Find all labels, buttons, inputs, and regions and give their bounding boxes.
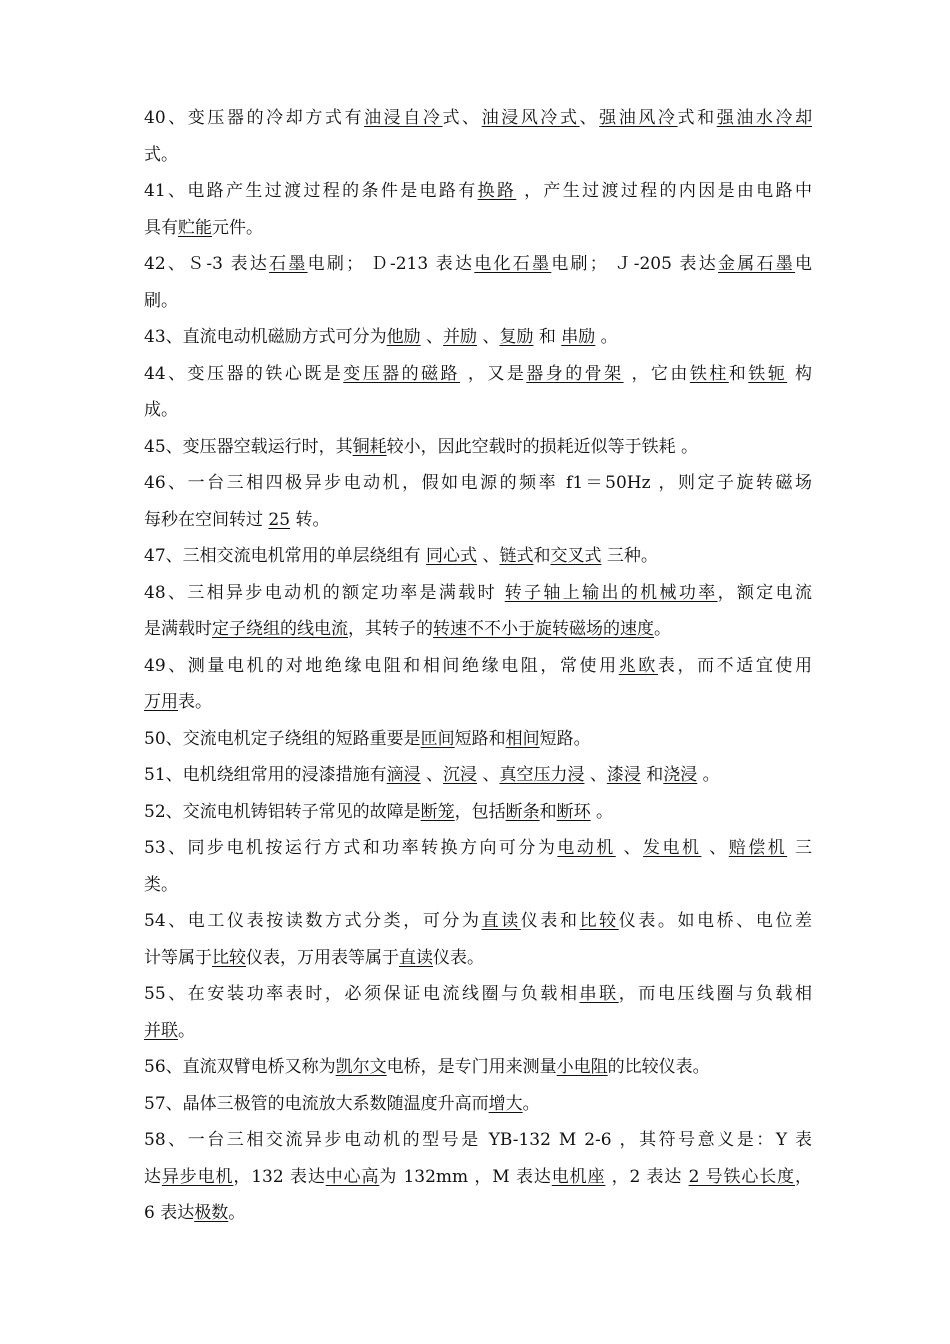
text-line: [144, 246, 812, 283]
question-text: 较小，因此空载时的损耗近似等于铁耗 。: [386, 436, 699, 457]
answer-blank: 断环: [556, 801, 591, 822]
question-text: 、: [477, 327, 500, 347]
answer-blank: 直读: [481, 911, 521, 931]
question-text: 电: [795, 254, 813, 274]
question-text: 。: [590, 801, 614, 822]
text-line: [144, 502, 812, 539]
question-text: 电刷； Ｊ-205 表达: [551, 254, 719, 274]
question-text: 的比较仪表。: [607, 1057, 710, 1077]
text-line: [144, 794, 812, 831]
question-text: 42、Ｓ-3 表达: [144, 254, 270, 274]
text-line: [144, 137, 812, 174]
question-item: [144, 976, 812, 1049]
question-text: 、: [579, 108, 600, 128]
question-item: [144, 538, 812, 575]
question-text: 。: [522, 1093, 540, 1114]
question-text: 短路和: [454, 728, 506, 749]
question-text: 、: [420, 765, 444, 785]
answer-blank: 定子绕组的线电流: [212, 619, 348, 639]
answer-blank: 25: [268, 509, 291, 530]
question-text: 。: [178, 1020, 195, 1041]
answer-blank: 比较: [579, 911, 619, 931]
answer-blank: 电动机: [557, 838, 616, 858]
answer-blank: 交叉式: [550, 546, 602, 566]
question-text: 三: [787, 838, 813, 858]
question-text: 、: [477, 546, 500, 566]
answer-blank: 中心高: [325, 1166, 380, 1187]
question-text: 电刷； Ｄ-213 表达: [307, 254, 475, 274]
question-text: 构: [787, 363, 813, 384]
question-text: ，132 表达: [233, 1166, 326, 1187]
question-text: 57、晶体三极管的电流放大系数随温度升高而: [144, 1093, 489, 1114]
question-text: 49、测量电机的对地绝缘电阻和相间绝缘电阻，常使用: [144, 655, 619, 676]
question-text: 刷。: [144, 290, 178, 311]
answer-blank: 串励: [561, 327, 596, 347]
answer-blank: 铜耗: [352, 436, 387, 457]
question-text: 电桥，是专门用来测量: [386, 1057, 557, 1077]
question-text: ，包括: [454, 801, 506, 822]
question-item: [144, 465, 812, 538]
question-text: 转。: [290, 509, 330, 530]
question-item: [144, 429, 812, 466]
answer-blank: 浇浸: [663, 765, 698, 785]
question-text: 58、一台三相交流异步电动机的型号是 YB-132 M 2-6 ，其符号意义是：Y 表: [144, 1130, 812, 1150]
text-line: [144, 1013, 812, 1050]
question-item: [144, 648, 812, 721]
answer-blank: 极数: [194, 1203, 229, 1223]
answer-blank: 漆浸: [606, 765, 641, 785]
answer-blank: 断条: [505, 801, 540, 822]
question-item: [144, 721, 812, 758]
text-line: [144, 830, 812, 867]
text-line: [144, 538, 812, 575]
question-item: [144, 100, 812, 173]
question-text: 45、变压器空载运行时，其: [144, 436, 353, 457]
answer-blank: 链式: [499, 546, 534, 566]
text-line: [144, 356, 812, 393]
text-line: [144, 1159, 812, 1196]
question-text: 成。: [144, 400, 178, 420]
question-text: 、: [477, 765, 500, 785]
answer-blank: 油浸自冷: [364, 108, 443, 128]
question-item: [144, 246, 812, 319]
answer-blank: 万用: [144, 692, 178, 712]
answer-blank: 铁柱: [689, 363, 729, 384]
question-text: 。: [595, 327, 618, 347]
text-line: [144, 903, 812, 940]
text-line: [144, 100, 812, 137]
question-text: 式和: [677, 108, 717, 128]
question-text: 、: [701, 838, 729, 858]
answer-blank: 兆欧: [618, 655, 658, 676]
question-text: 。: [697, 765, 720, 785]
question-text: 41、电路产生过渡过程的条件是电路有: [144, 181, 478, 201]
question-text: 短路。: [539, 728, 591, 749]
text-line: [144, 976, 812, 1013]
answer-blank: 并励: [443, 327, 478, 347]
text-line: [144, 392, 812, 429]
question-text: 是满载时: [144, 619, 212, 639]
question-text: 50、交流电机定子绕组的短路重要是: [144, 728, 421, 749]
question-text: 和: [728, 363, 749, 384]
question-text: ，额定电流: [717, 582, 812, 603]
answer-blank: 凯尔文: [335, 1057, 387, 1077]
question-text: 和: [533, 546, 551, 566]
text-line: [144, 465, 812, 502]
answer-blank: 赔偿机: [728, 838, 788, 858]
answer-blank: 变压器的磁路: [343, 363, 461, 384]
answer-blank: 油浸风冷式: [481, 108, 580, 128]
question-text: 和: [539, 801, 557, 822]
question-text: 44、变压器的铁心既是: [144, 363, 344, 384]
answer-blank: 发电机: [643, 838, 702, 858]
text-line: [144, 173, 812, 210]
text-line: [144, 210, 812, 247]
answer-blank: 铁轭: [748, 363, 788, 384]
question-text: 51、电机绕组常用的浸漆措施有: [144, 765, 387, 785]
question-text: ，产生过渡过程的内因是由电路中: [516, 181, 812, 201]
question-text: 仪表，万用表等属于: [246, 947, 399, 968]
text-line: [144, 1195, 812, 1232]
answer-blank: 匝间: [420, 728, 455, 749]
question-text: 表，而不适宜使用: [657, 655, 813, 676]
text-line: [144, 575, 812, 612]
answer-blank: 沉浸: [443, 765, 478, 785]
question-item: [144, 903, 812, 976]
answer-blank: 转子轴上输出的机械功率: [504, 582, 718, 603]
answer-blank: 相间: [505, 728, 540, 749]
question-text: 式、: [442, 108, 482, 128]
answer-blank: 2 号铁心长度: [688, 1166, 796, 1187]
question-text: 47、三相交流电机常用的单层绕组有: [144, 546, 427, 566]
text-line: [144, 684, 812, 721]
question-text: 55、在安装功率表时，必须保证电流线圈与负载相: [144, 984, 580, 1004]
question-text: ，又是: [460, 363, 527, 384]
question-item: [144, 1086, 812, 1123]
answer-blank: 同心式: [426, 546, 478, 566]
answer-blank: 比较: [212, 947, 246, 968]
text-line: [144, 319, 812, 356]
question-text: ，: [795, 1166, 813, 1187]
answer-blank: 串联: [579, 984, 619, 1004]
question-item: [144, 1122, 812, 1232]
answer-blank: 强油水冷却: [716, 108, 813, 128]
question-text: 和: [640, 765, 664, 785]
question-text: ，它由: [623, 363, 690, 384]
answer-blank: 器身的骨架: [526, 363, 624, 384]
text-line: [144, 1122, 812, 1159]
answer-blank: 电机座: [551, 1166, 606, 1187]
question-item: [144, 173, 812, 246]
question-text: 元件。: [212, 217, 263, 238]
question-text: 43、直流电动机磁励方式可分为: [144, 327, 387, 347]
question-text: 56、直流双臂电桥又称为: [144, 1057, 336, 1077]
question-item: [144, 356, 812, 429]
question-item: [144, 757, 812, 794]
question-item: [144, 575, 812, 648]
question-text: 、: [584, 765, 607, 785]
answer-blank: 强油风冷: [599, 108, 678, 128]
question-item: [144, 830, 812, 903]
question-text: 类。: [144, 874, 178, 895]
text-line: [144, 283, 812, 320]
question-text: 仪表。如电桥、电位差: [618, 911, 813, 931]
text-line: [144, 429, 812, 466]
text-line: [144, 721, 812, 758]
question-text: 52、交流电机铸铝转子常见的故障是: [144, 801, 421, 822]
text-line: [144, 1086, 812, 1123]
answer-blank: 异步电机: [161, 1166, 234, 1187]
question-text: 46、一台三相四极异步电动机，假如电源的频率 f1＝50Hz ，则定子旋转磁场: [144, 473, 812, 493]
question-text: 。: [654, 619, 671, 639]
question-text: 三种。: [601, 546, 658, 566]
question-text: 、: [615, 838, 644, 858]
answer-blank: 电化石墨: [474, 254, 552, 274]
question-text: 。: [228, 1203, 246, 1223]
question-text: 为 132mm ，M 表达: [379, 1166, 552, 1187]
question-text: 和: [533, 327, 562, 347]
answer-blank: 他励: [386, 327, 421, 347]
question-text: ，而电压线圈与负载相: [618, 984, 813, 1004]
question-text: 表。: [178, 692, 212, 712]
answer-blank: 金属石墨: [718, 254, 796, 274]
question-item: [144, 794, 812, 831]
question-text: 式。: [144, 144, 178, 165]
answer-blank: 石墨: [269, 254, 308, 274]
question-text: ，其转子的: [348, 619, 433, 639]
question-text: 6 表达: [144, 1203, 195, 1223]
question-text: 53、同步电机按运行方式和功率转换方向可分为: [144, 838, 558, 858]
question-text: 计等属于: [144, 947, 212, 968]
text-line: [144, 757, 812, 794]
answer-blank: 小电阻: [556, 1057, 608, 1077]
text-line: [144, 648, 812, 685]
text-line: [144, 611, 812, 648]
question-text: 仪表。: [433, 947, 484, 968]
question-item: [144, 1049, 812, 1086]
text-line: [144, 867, 812, 904]
question-text: 仪表和: [520, 911, 580, 931]
question-text: ，2 表达: [605, 1166, 689, 1187]
question-text: 具有: [144, 217, 178, 238]
question-text: 达: [144, 1166, 162, 1187]
answer-blank: 增大: [488, 1093, 523, 1114]
question-text: 每秒在空间转过: [144, 509, 269, 530]
answer-blank: 断笼: [420, 801, 455, 822]
question-text: 48、三相异步电动机的额定功率是满载时: [144, 582, 505, 603]
answer-blank: 复励: [499, 327, 534, 347]
answer-blank: 并联: [144, 1020, 178, 1041]
answer-blank: 直读: [399, 947, 433, 968]
answer-blank: 转速不不小于旋转磁场的速度: [433, 619, 654, 639]
question-text: 40、变压器的冷却方式有: [144, 108, 365, 128]
answer-blank: 真空压力浸: [499, 765, 585, 785]
answer-blank: 贮能: [178, 217, 212, 238]
question-item: [144, 319, 812, 356]
text-line: [144, 940, 812, 977]
text-line: [144, 1049, 812, 1086]
document-body: [144, 100, 812, 1232]
question-text: 54、电工仪表按读数方式分类，可分为: [144, 911, 482, 931]
answer-blank: 滴浸: [386, 765, 421, 785]
answer-blank: 换路: [477, 181, 517, 201]
question-text: 、: [420, 327, 444, 347]
